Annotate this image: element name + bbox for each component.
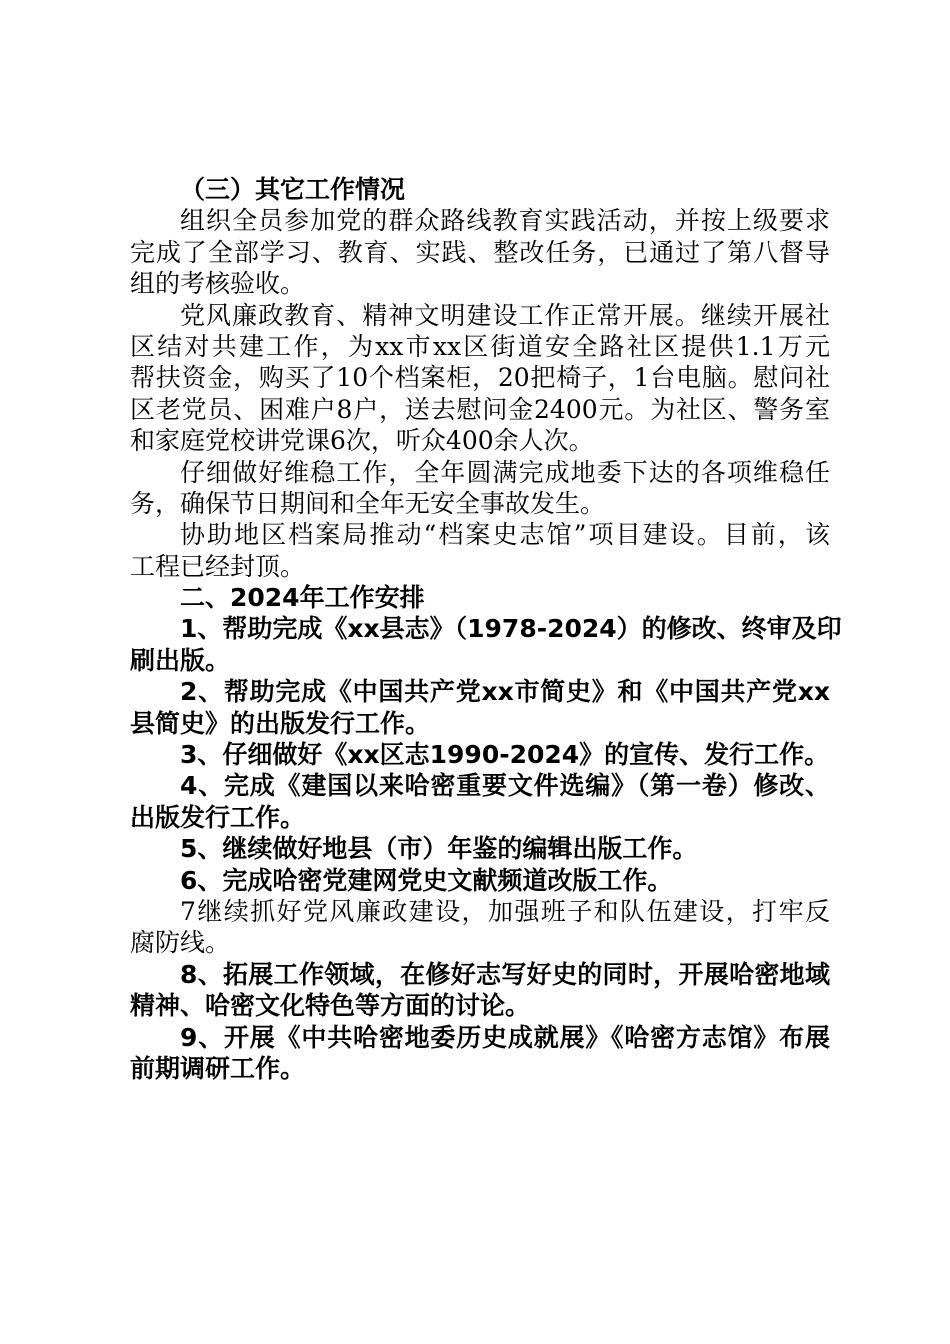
paragraph-line: 区结对共建工作，为xx市xx区街道安全路社区提供1.1万元: [130, 331, 830, 361]
section-two-heading: 二、2024年工作安排: [180, 583, 425, 613]
work-item-line: 8、拓展工作领域，在修好志写好史的同时，开展哈密地域: [180, 959, 830, 989]
work-item-line: 出版发行工作。: [130, 802, 306, 832]
work-item-4: [130, 770, 830, 833]
work-item-line: 9、开展《中共哈密地委历史成就展》《哈密方志馆》布展: [180, 1022, 830, 1052]
document-page: [130, 174, 842, 1084]
work-item-line: 7继续抓好党风廉政建设，加强班子和队伍建设，打牢反: [180, 896, 830, 926]
paragraph-line: 党风廉政教育、精神文明建设工作正常开展。继续开展社: [180, 300, 830, 330]
work-item-line: 县简史》的出版发行工作。: [130, 708, 431, 738]
paragraph-line: 协助地区档案局推动“档案史志馆”项目建设。目前，该: [180, 520, 830, 550]
paragraph-line: 仔细做好维稳工作，全年圆满完成地委下达的各项维稳任: [180, 457, 830, 487]
work-item-line: 6、完成哈密党建网党史文献频道改版工作。: [180, 865, 673, 895]
section-three-heading: （三）其它工作情况: [180, 175, 406, 204]
work-item-line: 2、帮助完成《中国共产党xx市简史》和《中国共产党xx: [180, 677, 830, 707]
work-item-6: [130, 865, 830, 896]
work-item-1: [130, 613, 842, 676]
paragraph-line: 区老党员、困难户8户，送去慰问金2400元。为社区、警务室: [130, 394, 830, 424]
work-item-9: [130, 1022, 830, 1085]
paragraph-archives-museum: [130, 519, 830, 582]
work-item-3: [130, 739, 830, 770]
paragraph-line: 完成了全部学习、教育、实践、整改任务，已通过了第八督导: [130, 237, 830, 267]
work-item-line: 3、仔细做好《xx区志1990-2024》的宣传、发行工作。: [180, 740, 830, 770]
paragraph-stability: [130, 457, 830, 520]
paragraph-party-conduct: [130, 300, 830, 457]
work-item-2: [130, 676, 830, 739]
paragraph-line: 组的考核验收。: [130, 269, 306, 299]
work-item-line: 刷出版。: [130, 645, 231, 675]
work-item-7: [130, 896, 830, 959]
work-item-5: [130, 833, 830, 864]
work-item-line: 5、继续做好地县（市）年鉴的编辑出版工作。: [180, 834, 698, 864]
work-item-line: 前期调研工作。: [130, 1053, 306, 1083]
work-item-8: [130, 959, 830, 1022]
paragraph-line: 务，确保节日期间和全年无安全事故发生。: [130, 488, 606, 518]
paragraph-line: 工程已经封顶。: [130, 551, 306, 581]
work-item-line: 1、帮助完成《xx县志》（1978-2024）的修改、终审及印: [180, 614, 842, 644]
paragraph-line: 帮扶资金，购买了10个档案柜，20把椅子，1台电脑。慰问社: [130, 363, 830, 393]
work-item-line: 4、完成《建国以来哈密重要文件选编》（第一卷）修改、: [180, 771, 830, 801]
paragraph-line: 组织全员参加党的群众路线教育实践活动，并按上级要求: [180, 206, 830, 236]
work-item-line: 精神、哈密文化特色等方面的讨论。: [130, 991, 531, 1021]
work-item-line: 腐防线。: [130, 928, 231, 958]
paragraph-line: 和家庭党校讲党课6次，听众400余人次。: [130, 426, 594, 456]
paragraph-mass-line-education: [130, 205, 830, 299]
